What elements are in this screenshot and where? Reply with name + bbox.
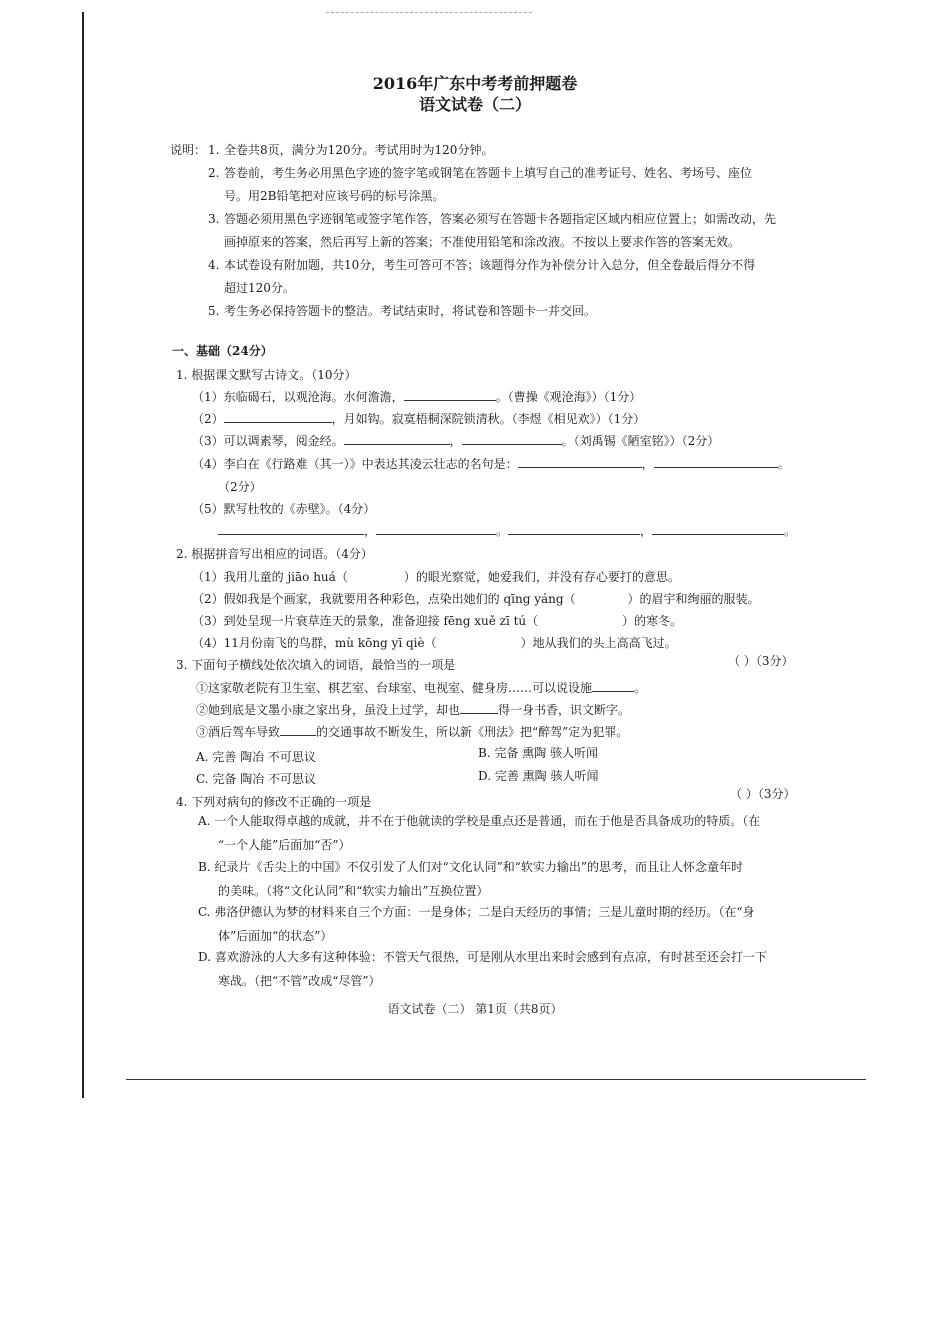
q1-item-2: （2） ，月如钩。寂寞梧桐深院锁清秋。（李煜《相见欢》）（1分） [192, 412, 646, 426]
blank-field[interactable] [508, 523, 640, 535]
exam-subtitle: 语文试卷（二） [418, 95, 531, 114]
q1-item-4-score: （2分） [218, 480, 262, 494]
q4-score[interactable]: （ ）（3分） [730, 787, 796, 801]
scan-artifact-top [326, 12, 532, 13]
q1-item-5: （5）默写杜牧的《赤壁》。（4分） [192, 502, 376, 516]
note-1: 说明： 1. 全卷共8页，满分为120分。考试用时为120分钟。 [170, 139, 820, 162]
q4-option-d[interactable]: D. 喜欢游泳的人大多有这种体验：不管天气很热，可是刚从水里出来时会感到有点凉，有时甚至还会打一下 [198, 950, 767, 964]
q1-item-5-blanks: ， 。 ， 。 [218, 522, 796, 539]
q2-item-2: （2）假如我是个画家，我就要用各种彩色，点染出她们的 qīng yáng（ ）的眉宇和绚丽的服装。 [192, 592, 760, 606]
q4-option-b-note: 的美味。（将“文化认同”和“软实力输出”互换位置） [218, 884, 489, 898]
page-footer: 语文试卷（二） 第1页（共8页） [387, 1002, 563, 1016]
note-2: 2. 答卷前，考生务必用黑色字迹的签字笔或钢笔在答题卡上填写自己的准考证号、姓名、考场号、座位 [208, 166, 753, 180]
q4-option-d-note: 寒战。（把“不管”改成“尽管”） [218, 974, 381, 988]
blank-field[interactable] [592, 680, 634, 692]
q3-option-c[interactable]: C. 完备 陶冶 不可思议 [196, 772, 317, 786]
notes-lead: 说明： [170, 143, 207, 157]
q4-stem: 4. 下列对病句的修改不正确的一项是 [176, 795, 372, 809]
note-5: 5. 考生务必保持答题卡的整洁。考试结束时，将试卷和答题卡一并交回。 [208, 304, 597, 318]
blank-field[interactable] [652, 523, 784, 535]
exam-title: 2016年广东中考考前押题卷 [372, 74, 578, 93]
bottom-rule [126, 1079, 866, 1080]
blank-field[interactable] [280, 724, 316, 736]
page-edge-line [82, 12, 84, 1098]
blank-field[interactable] [376, 523, 496, 535]
q3-sentence-3: ③酒后驾车导致 的交通事故不断发生，所以新《刑法》把“醉驾”定为犯罪。 [196, 725, 629, 739]
section-heading: 一、基础（24分） [172, 344, 273, 358]
q3-option-a[interactable]: A. 完善 陶冶 不可思议 [196, 750, 316, 764]
q3-sentence-1: ①这家敬老院有卫生室、棋艺室、台球室、电视室、健身房……可以说设施 。 [196, 681, 647, 695]
q3-stem: 3. 下面句子横线处依次填入的词语，最恰当的一项是 [176, 658, 456, 672]
blank-field[interactable] [654, 456, 778, 468]
q1-item-3: （3）可以调素琴，阅金经。 ， 。（刘禹锡《陋室铭》）（2分） [192, 434, 720, 448]
q2-item-3: （3）到处呈现一片衰草连天的景象，准备迎接 fēng xuě zī tú（ ）的寒冬。 [192, 614, 683, 628]
q1-item-1: （1）东临碣石，以观沧海。水何澹澹， 。（曹操《观沧海》）（1分） [192, 390, 642, 404]
q1-item-4: （4）李白在《行路难（其一）》中表达其凌云壮志的名句是： ， 。 [192, 457, 790, 471]
blank-field[interactable] [218, 523, 364, 535]
q3-score[interactable]: （ ）（3分） [728, 654, 794, 668]
q3-sentence-2: ②她到底是文墨小康之家出身，虽没上过学，却也 得一身书香，识文断字。 [196, 703, 631, 717]
blank-field[interactable] [462, 433, 562, 445]
note-3: 3. 答题必须用黑色字迹钢笔或签字笔作答，答案必须写在答题卡各题指定区域内相应位置上；如需改动，先 [208, 212, 777, 226]
blank-field[interactable] [404, 389, 496, 401]
q2-stem: 2. 根据拼音写出相应的词语。（4分） [176, 547, 373, 561]
q4-option-a[interactable]: A. 一个人能取得卓越的成就，并不在于他就读的学校是重点还是普通，而在于他是否具备成功的特质。（在 [198, 814, 761, 828]
q4-option-c[interactable]: C. 弗洛伊德认为梦的材料来自三个方面：一是身体；二是白天经历的事情；三是儿童时期的经历。（在“身 [198, 905, 755, 919]
q3-option-b[interactable]: B. 完备 熏陶 骇人听闻 [478, 746, 599, 760]
blank-field[interactable] [224, 411, 332, 423]
q1-stem: 1. 根据课文默写古诗文。（10分） [176, 368, 357, 382]
instructions: 说明： 1. 全卷共8页，满分为120分。考试用时为120分钟。 2. 答卷前，考生务必用黑色字迹的签字笔或钢笔在答题卡上填写自己的准考证号、姓名、考场号、座位 号。用2B铅笔把对应该号码的标号涂黑。 3. 答题必须用黑色字迹钢笔或签字笔作答，答案必须写在答题卡各题指定区域内相应位置上；如需改动，先 画掉原来的答案，然后再写上新的答案；不准使用铅笔和涂改液。不按以上要求作答的答案无效。 4. 本试卷设有附加题，共10分，考生可答可不答；该题得分作为补偿分计入总分，但全卷最后得分不得 超过120分。 5. 考生务必保持答题卡的整洁。考试结束时，将试卷和答题卡一并交回。 [170, 139, 820, 323]
q4-option-b[interactable]: B. 纪录片《舌尖上的中国》不仅引发了人们对“文化认同”和“软实力输出”的思考，而且让人怀念童年时 [198, 860, 743, 874]
blank-field[interactable] [518, 456, 642, 468]
q2-item-1: （1）我用儿童的 jiāo huá（ ）的眼光察觉，她爱我们，并没有存心要打的意思。 [192, 570, 680, 584]
q2-item-4: （4）11月份南飞的鸟群，mù kōng yī qiè（ ）地从我们的头上高高飞过。 [192, 636, 677, 650]
q3-option-d[interactable]: D. 完善 熏陶 骇人听闻 [478, 769, 599, 783]
q4-option-a-note: “一个人能”后面加“否”） [218, 838, 351, 852]
blank-field[interactable] [460, 702, 498, 714]
note-4: 4. 本试卷设有附加题，共10分，考生可答可不答；该题得分作为补偿分计入总分，但全卷最后得分不得 [208, 258, 756, 272]
blank-field[interactable] [344, 433, 450, 445]
q4-option-c-note: 体”后面加“的状态”） [218, 929, 333, 943]
